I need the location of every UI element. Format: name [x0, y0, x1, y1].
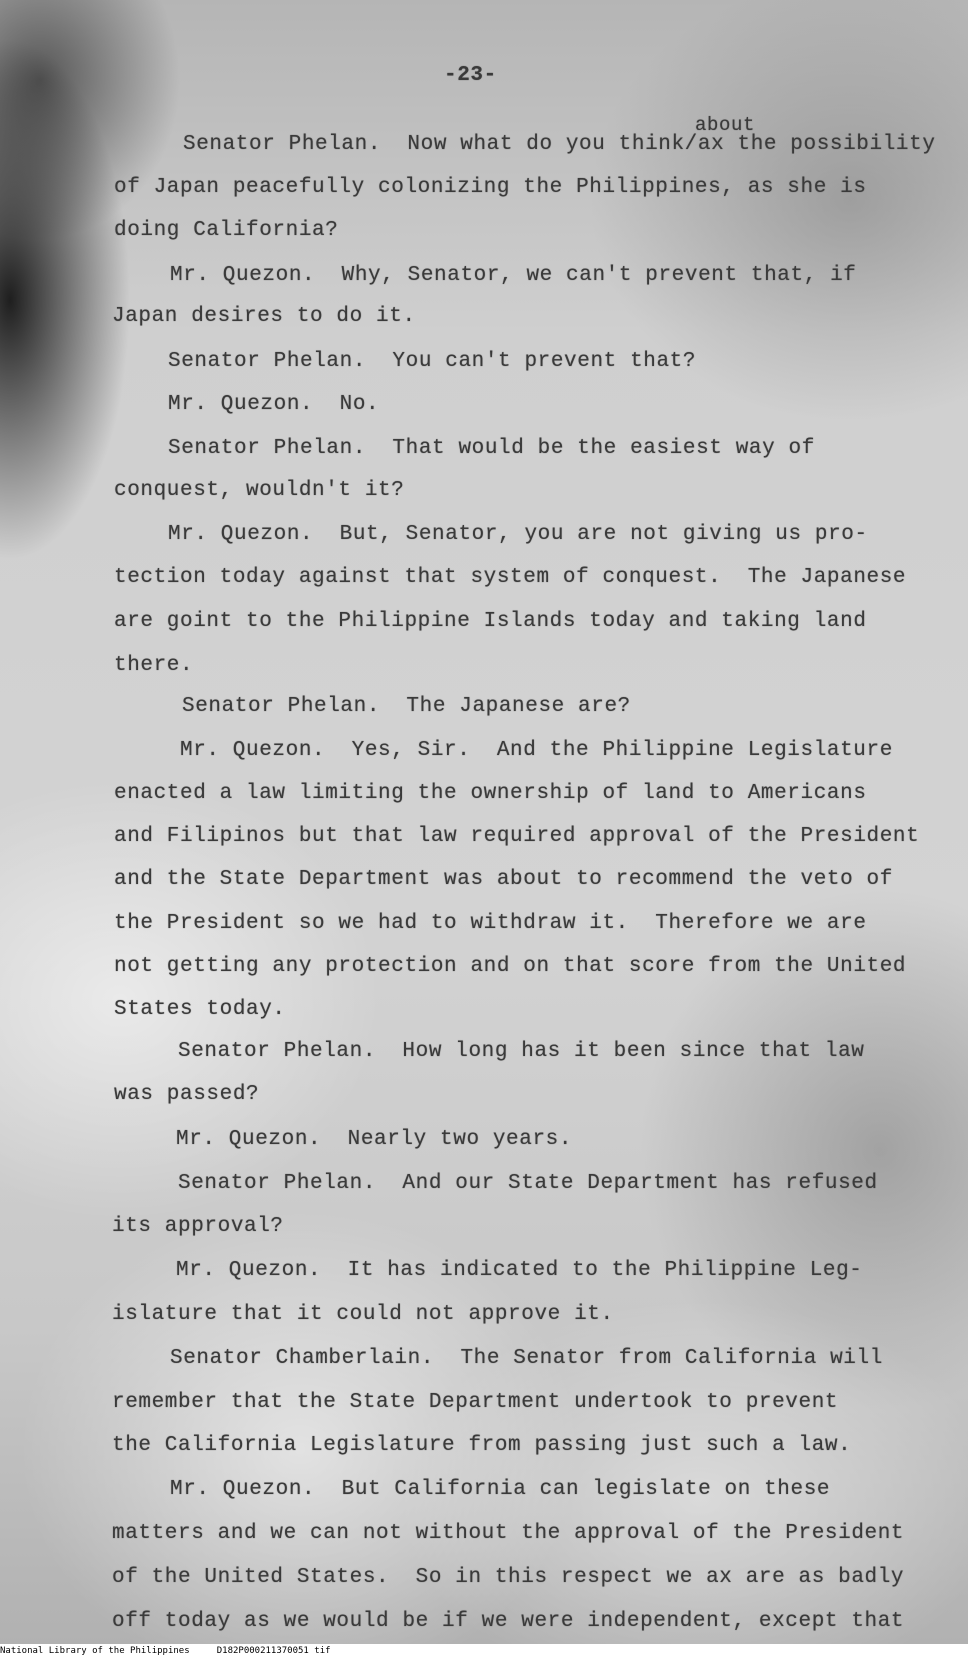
- text-line: Mr. Quezon. Why, Senator, we can't prevent that, if: [170, 264, 857, 287]
- text-line: Mr. Quezon. It has indicated to the Philippine Leg-: [176, 1259, 863, 1282]
- interlinear-correction: about: [695, 114, 756, 136]
- page-number: -23-: [444, 64, 497, 87]
- text-line: Mr. Quezon. But California can legislate on these: [170, 1478, 831, 1501]
- text-line: matters and we can not without the approval of the President: [112, 1522, 905, 1545]
- scan-footer-label: National Library of the Philippines D182P000211370051 tif: [0, 1644, 968, 1658]
- text-line: and the State Department was about to recommend the veto of: [114, 868, 893, 891]
- text-line: off today as we would be if we were independent, except that: [112, 1610, 905, 1633]
- text-line: the California Legislature from passing just such a law.: [112, 1434, 852, 1457]
- text-line: Senator Phelan. You can't prevent that?: [168, 350, 697, 373]
- text-line: Mr. Quezon. But, Senator, you are not giving us pro-: [168, 523, 868, 546]
- text-line: remember that the State Department undertook to prevent: [112, 1391, 839, 1414]
- text-line: and Filipinos but that law required approval of the President: [114, 825, 920, 848]
- text-line: of the United States. So in this respect we ax are as badly: [112, 1566, 905, 1589]
- text-line: Senator Phelan. And our State Department has refused: [178, 1172, 878, 1195]
- text-line: of Japan peacefully colonizing the Philippines, as she is: [114, 176, 867, 199]
- text-line: Mr. Quezon. Yes, Sir. And the Philippine Legislature: [180, 739, 893, 762]
- text-line: Mr. Quezon. Nearly two years.: [176, 1128, 573, 1151]
- text-line: tection today against that system of conquest. The Japanese: [114, 566, 907, 589]
- text-line: its approval?: [112, 1215, 284, 1238]
- text-line: enacted a law limiting the ownership of land to Americans: [114, 782, 867, 805]
- text-line: Japan desires to do it.: [112, 305, 416, 328]
- text-line: conquest, wouldn't it?: [114, 479, 405, 502]
- text-line: States today.: [114, 998, 286, 1021]
- text-line: islature that it could not approve it.: [112, 1303, 614, 1326]
- text-line: Senator Phelan. How long has it been since that law: [178, 1040, 865, 1063]
- text-line: are goint to the Philippine Islands today and taking land: [114, 610, 867, 633]
- text-line: not getting any protection and on that score from the United: [114, 955, 907, 978]
- text-line: Mr. Quezon. No.: [168, 393, 380, 416]
- text-line: Senator Phelan. Now what do you think/ax the possibility: [183, 133, 936, 156]
- text-line: Senator Phelan. That would be the easiest way of: [168, 437, 815, 460]
- text-line: there.: [114, 654, 194, 677]
- text-line: doing California?: [114, 219, 339, 242]
- text-line: Senator Chamberlain. The Senator from California will: [170, 1347, 883, 1370]
- text-line: the President so we had to withdraw it. Therefore we are: [114, 912, 867, 935]
- text-line: Senator Phelan. The Japanese are?: [182, 695, 631, 718]
- text-line: was passed?: [114, 1083, 260, 1106]
